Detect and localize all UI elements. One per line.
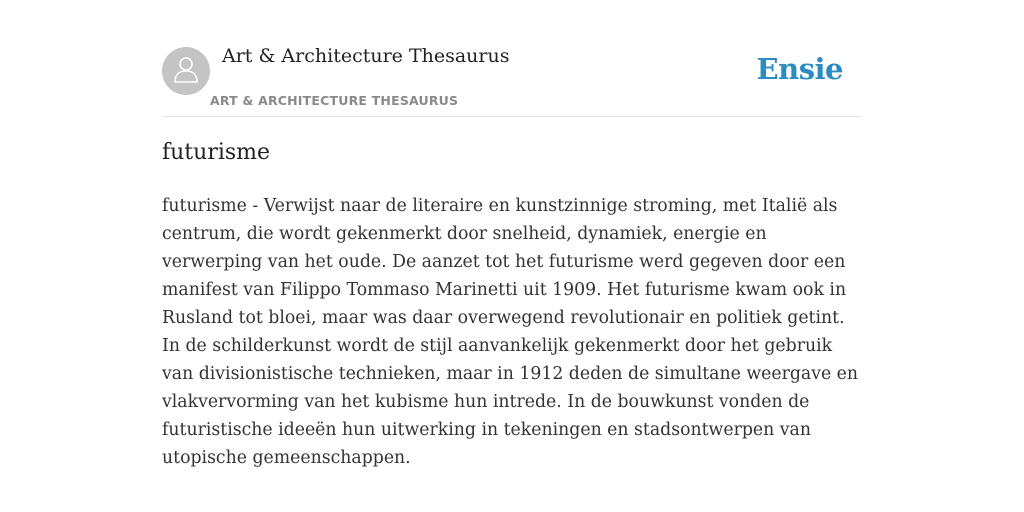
- user-icon: [172, 54, 200, 89]
- source-avatar[interactable]: [162, 47, 210, 95]
- entry-header: [162, 0, 862, 117]
- ensie-logo[interactable]: Ensie: [756, 52, 843, 86]
- entry-definition: futurisme - Verwijst naar de literaire en kunstzinnige stroming, met Italië als centrum, die wordt gekenmerkt door snelheid, dynamiek, energie en verwerping van het oude. De aanzet tot het futurisme werd gegeven door een manifest van Filippo Tommaso Marinetti uit 1909. Het futurisme kwam ook in Rusland tot bloei, maar was daar overwegend revolutionair en politiek getint. In de schilderkunst wordt de stijl aanvankelijk gekenmerkt door het gebruik van divisionistische technieken, maar in 1912 deden de simultane weergave en vlakvervorming van het kubisme hun intrede. In de bouwkunst vonden de futuristische ideeën hun uitwerking in tekeningen en stadsontwerpen van utopische gemeenschappen.: [162, 196, 859, 468]
- entry-card: [162, 0, 862, 468]
- source-name-link[interactable]: Art & Architecture Thesaurus: [222, 45, 510, 67]
- entry-term: futurisme: [162, 140, 271, 165]
- source-subtitle: ART & ARCHITECTURE THESAURUS: [210, 93, 459, 108]
